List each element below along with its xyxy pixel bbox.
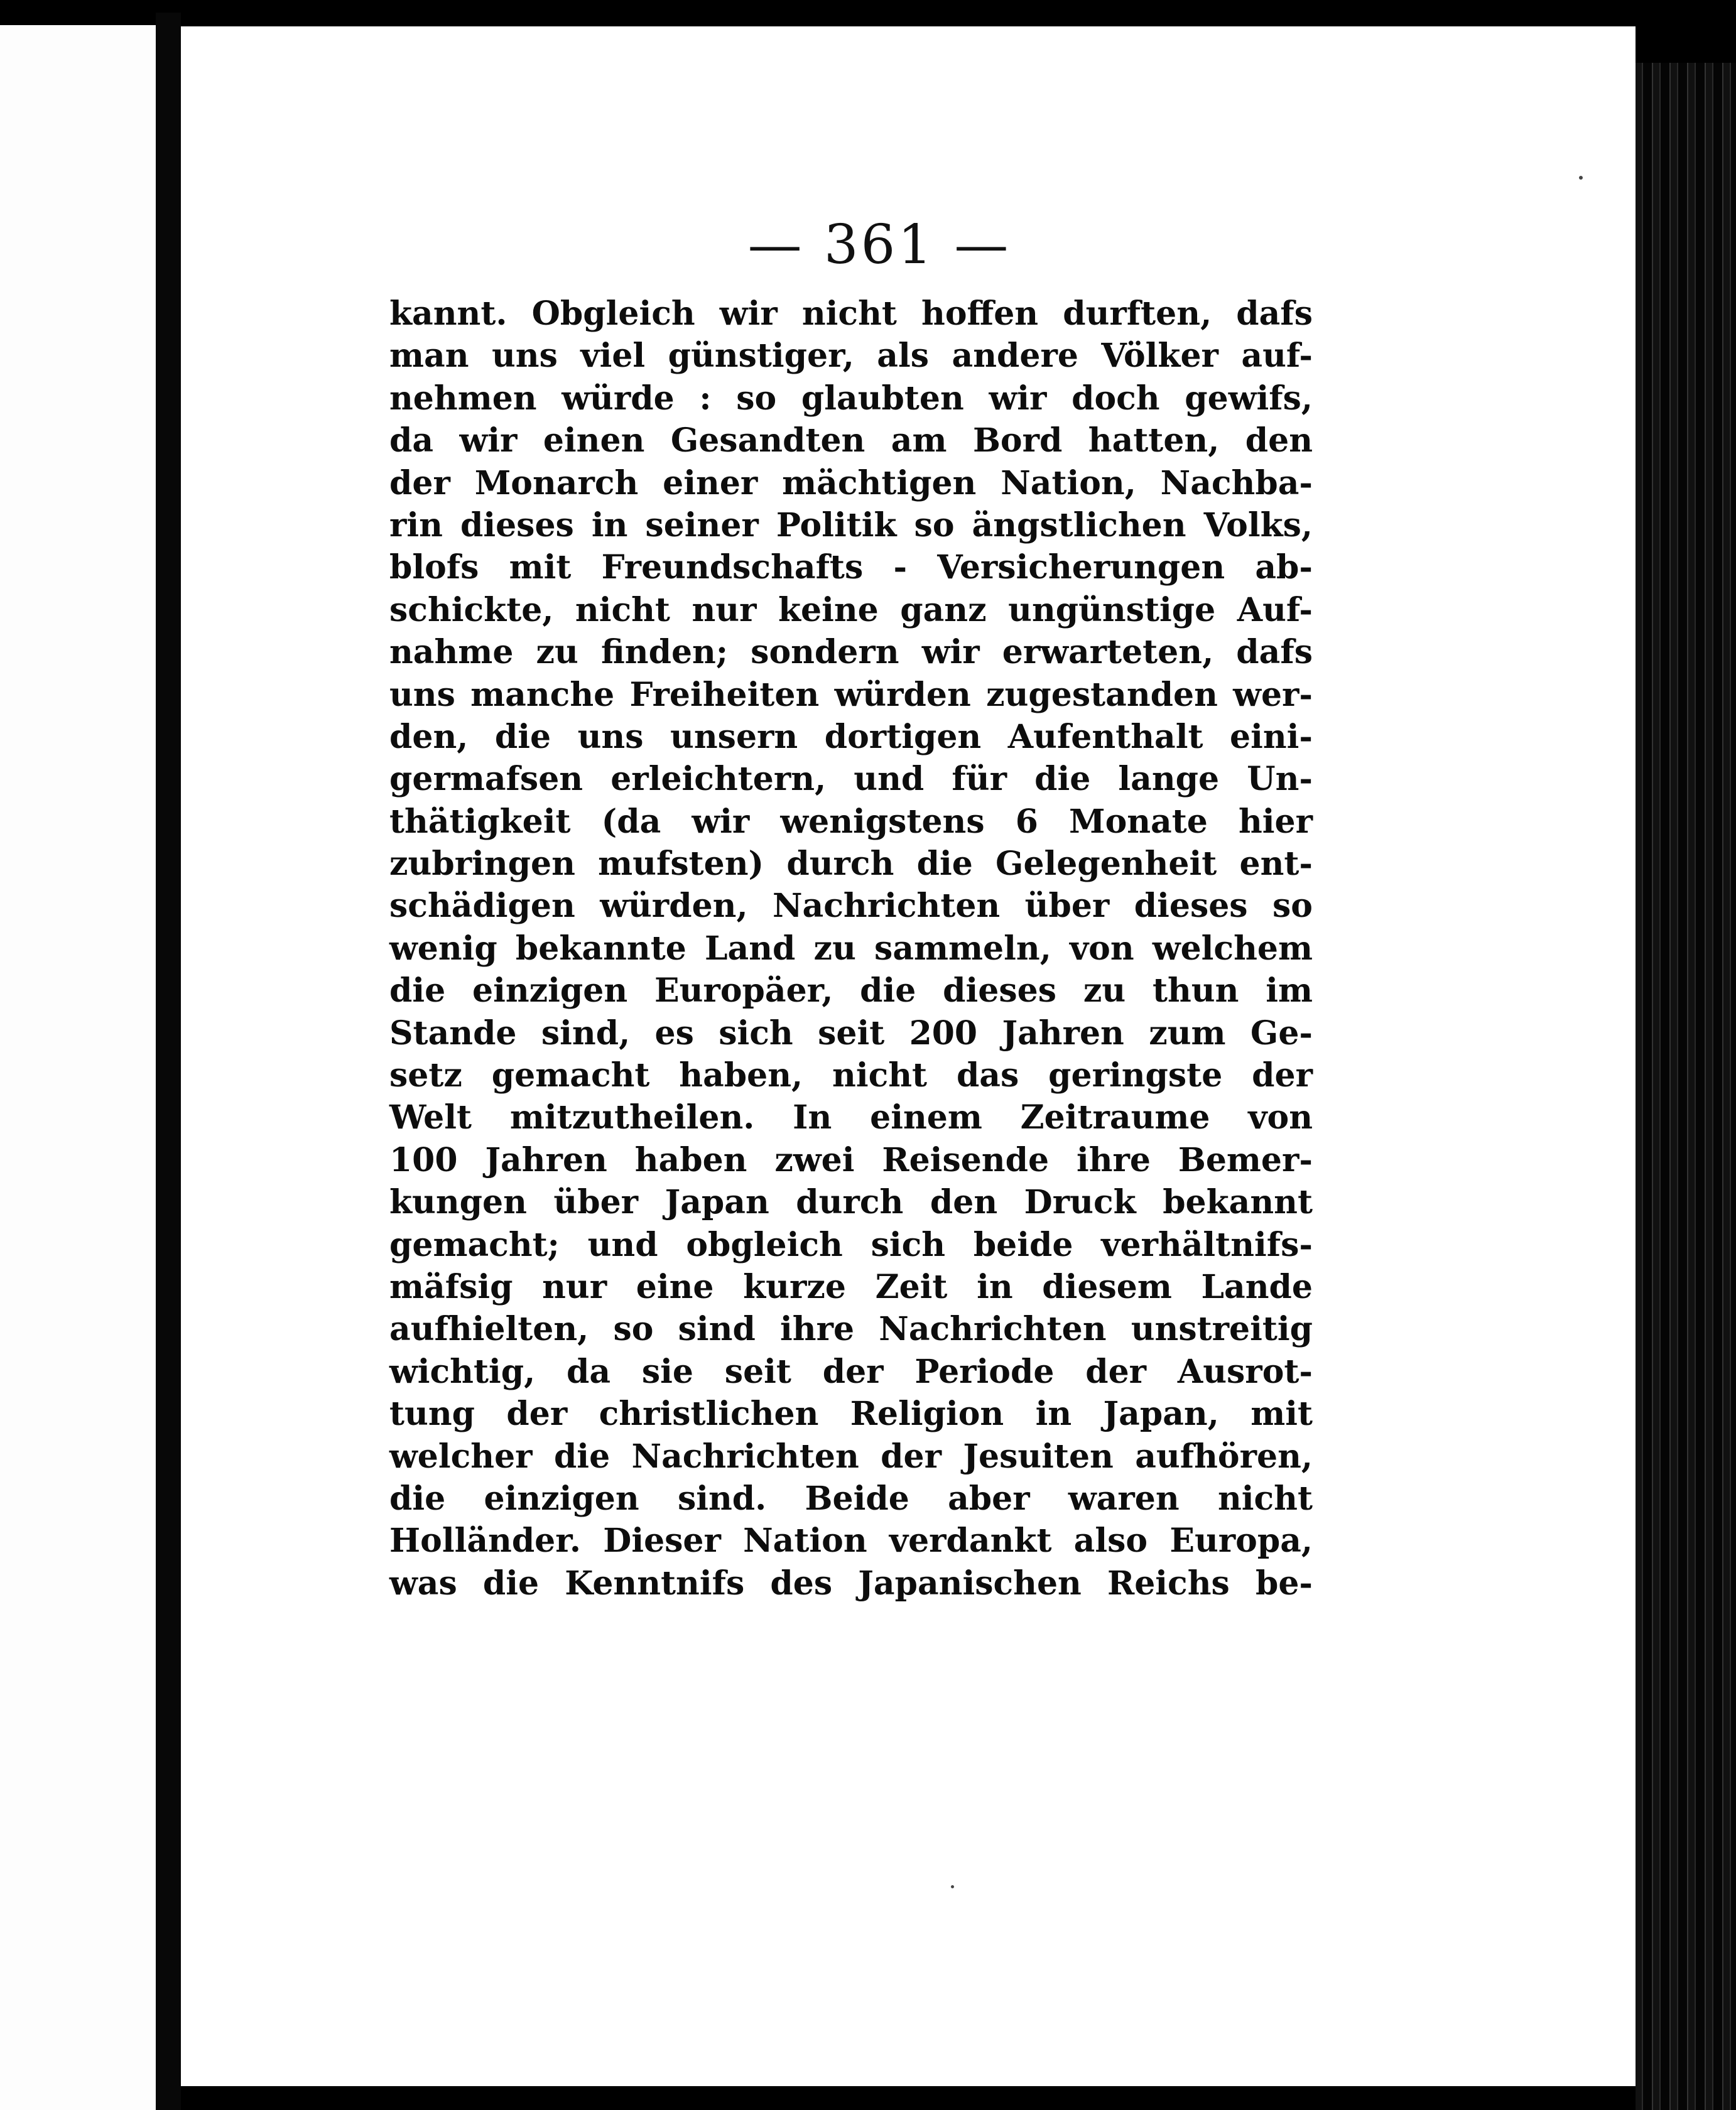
text-line: man uns viel günstiger, als andere Völker auf- [389, 337, 1313, 376]
text-line: Welt mitzutheilen. In einem Zeitraume von [389, 1098, 1313, 1137]
text-line: wenig bekannte Land zu sammeln, von welchem [389, 929, 1313, 968]
left-page-edge [0, 25, 156, 2110]
page-number: — 361 — [747, 214, 1011, 276]
text-line: 100 Jahren haben zwei Reisende ihre Bemer- [389, 1140, 1313, 1179]
text-line: nehmen würde : so glaubten wir doch gewifs, [389, 379, 1313, 418]
text-line: uns manche Freiheiten würden zugestanden wer- [389, 675, 1313, 714]
text-line: zubringen mufsten) durch die Gelegenheit ent- [389, 845, 1313, 884]
text-line: rin dieses in seiner Politik so ängstlichen Volks, [389, 506, 1313, 544]
text-line: mäfsig nur eine kurze Zeit in diesem Lande [389, 1267, 1313, 1306]
text-line: Stande sind, es sich seit 200 Jahren zum Ge- [389, 1014, 1313, 1052]
text-line: schädigen würden, Nachrichten über dieses so [389, 887, 1313, 926]
text-line: Holländer. Dieser Nation verdankt also Europa, [389, 1522, 1313, 1561]
ink-speck [951, 1885, 954, 1888]
ink-speck [1579, 176, 1583, 180]
book-gutter [156, 13, 181, 2110]
text-line: kannt. Obgleich wir nicht hoffen durften, dafs [389, 295, 1313, 333]
text-line: den, die uns unsern dortigen Aufenthalt eini- [389, 717, 1313, 756]
text-line: welcher die Nachrichten der Jesuiten aufhören, [389, 1437, 1313, 1476]
text-line: die einzigen sind. Beide aber waren nicht [389, 1479, 1313, 1518]
text-line: tung der christlichen Religion in Japan, mit [389, 1395, 1313, 1434]
text-line: nahme zu finden; sondern wir erwarteten, dafs [389, 633, 1313, 672]
text-line: thätigkeit (da wir wenigstens 6 Monate hier [389, 802, 1313, 841]
text-line: schickte, nicht nur keine ganz ungünstige Auf- [389, 590, 1313, 629]
text-line: setz gemacht haben, nicht das geringste der [389, 1056, 1313, 1095]
text-line: die einzigen Europäer, die dieses zu thun im [389, 971, 1313, 1010]
text-line: wichtig, da sie seit der Periode der Ausrot- [389, 1352, 1313, 1391]
body-text [389, 293, 1313, 1604]
text-line: der Monarch einer mächtigen Nation, Nachba- [389, 463, 1313, 502]
text-line: blofs mit Freundschafts - Versicherungen ab- [389, 548, 1313, 587]
stacked-page-edges [1636, 63, 1736, 2110]
text-line: da wir einen Gesandten am Bord hatten, den [389, 421, 1313, 460]
text-line: aufhielten, so sind ihre Nachrichten unstreitig [389, 1310, 1313, 1349]
text-line: germafsen erleichtern, und für die lange Un- [389, 760, 1313, 799]
text-line: kungen über Japan durch den Druck bekannt [389, 1183, 1313, 1222]
text-line: was die Kenntnifs des Japanischen Reichs be- [389, 1564, 1313, 1603]
text-line: gemacht; und obgleich sich beide verhältnifs- [389, 1225, 1313, 1264]
